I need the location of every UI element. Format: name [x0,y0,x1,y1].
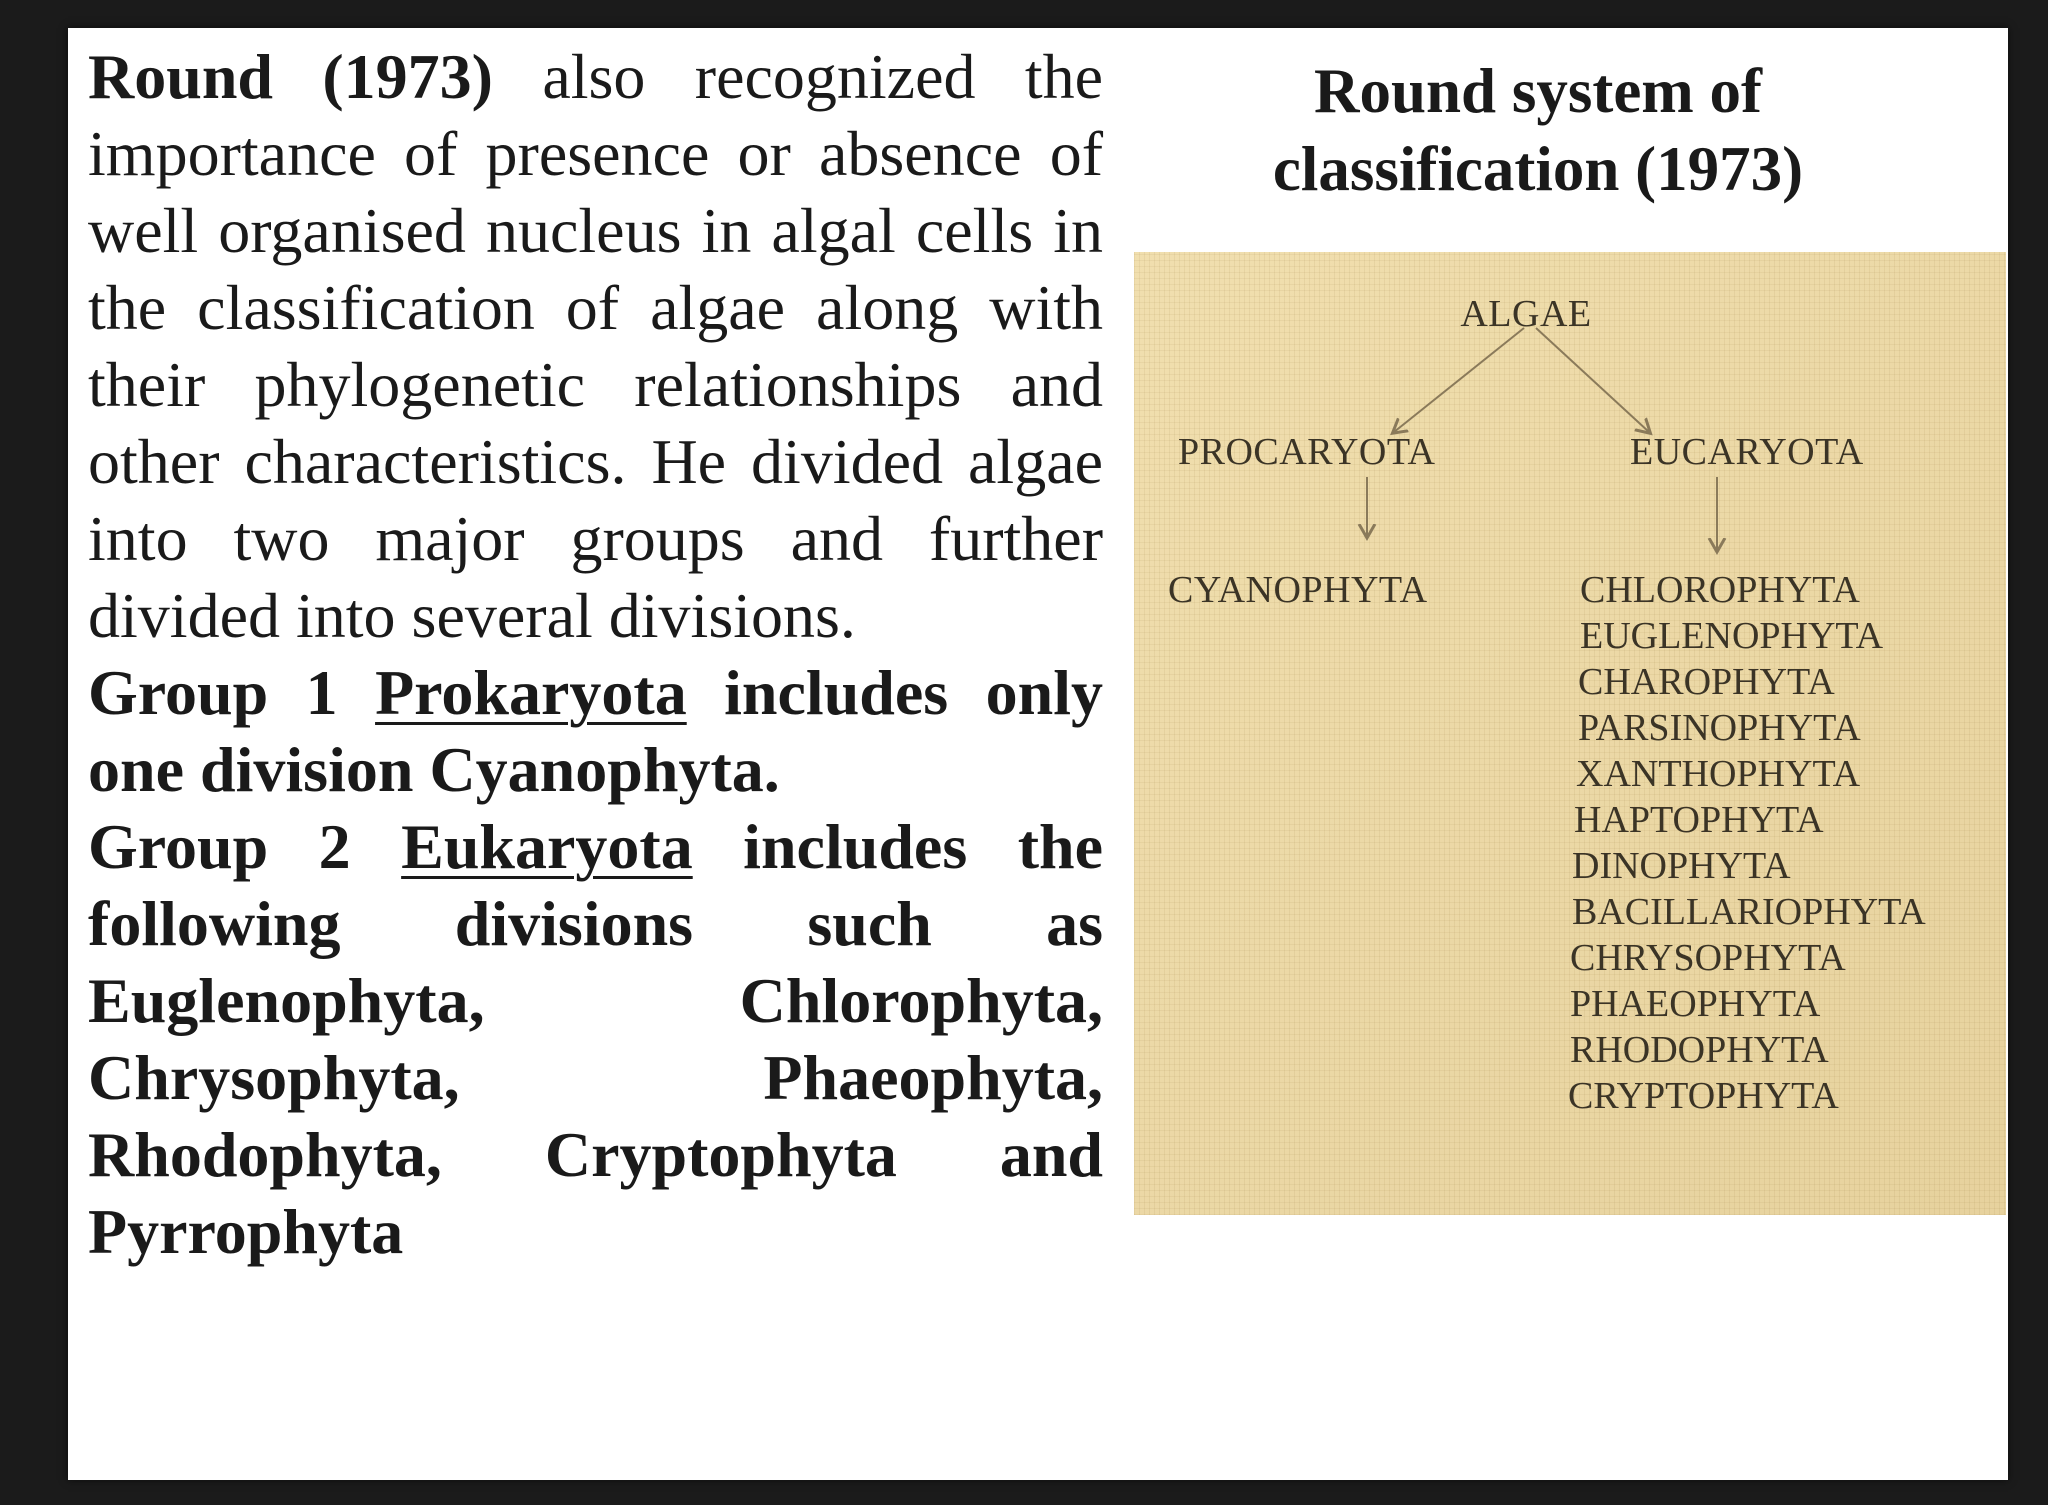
node-cyanophyta: CYANOPHYTA [1168,569,1428,611]
group-1-paragraph [88,654,1103,808]
division-item: XANTHOPHYTA [1576,753,1861,795]
text-column [88,38,1103,1270]
group-2-paragraph [88,808,1103,1270]
classification-diagram [1134,252,2006,1215]
division-item: RHODOPHYTA [1570,1029,1829,1071]
division-item: PARSINOPHYTA [1578,707,1861,749]
diagram-title: Round system of classification (1973) [1272,56,1804,204]
node-procaryota: PROCARYOTA [1178,431,1436,473]
eukaryota-term: Eukaryota [401,811,693,882]
division-item: BACILLARIOPHYTA [1572,891,1926,933]
division-item: CHAROPHYTA [1578,661,1835,703]
arrow-algae-eucaryota [1536,328,1649,432]
division-item: CRYPTOPHYTA [1568,1075,1839,1117]
group-1-text: includes only one division Cyanophyta. [88,657,1103,805]
intro-text: also recognized the importance of presence or absence of well organised nucleus in algal cells in the classification of algae along with their phylogenetic relationships and other characteristics. He divided algae into two major groups and further divided into several divisions. [88,41,1103,651]
division-item: HAPTOPHYTA [1574,799,1824,841]
slide [68,28,2008,1480]
group-2-label: Group 2 [88,811,351,882]
group-2-text: includes the following divisions such as Euglenophyta, Chlorophyta, Chrysophyta, Phaeophyta, Rhodophyta, Cryptophyta and Pyrrophyta [88,811,1103,1267]
arrow-algae-procaryota [1394,328,1524,432]
group-1-label: Group 1 [88,657,338,728]
intro-paragraph [88,38,1103,654]
division-item: CHRYSOPHYTA [1570,937,1846,979]
division-item: CHLOROPHYTA [1580,569,1860,611]
division-item: PHAEOPHYTA [1570,983,1821,1025]
node-algae: ALGAE [1460,293,1592,335]
prokaryota-term: Prokaryota [375,657,687,728]
division-item: EUGLENOPHYTA [1580,615,1884,657]
division-item: DINOPHYTA [1572,845,1791,887]
node-eucaryota: EUCARYOTA [1630,431,1864,473]
author-citation: Round (1973) [88,41,493,112]
